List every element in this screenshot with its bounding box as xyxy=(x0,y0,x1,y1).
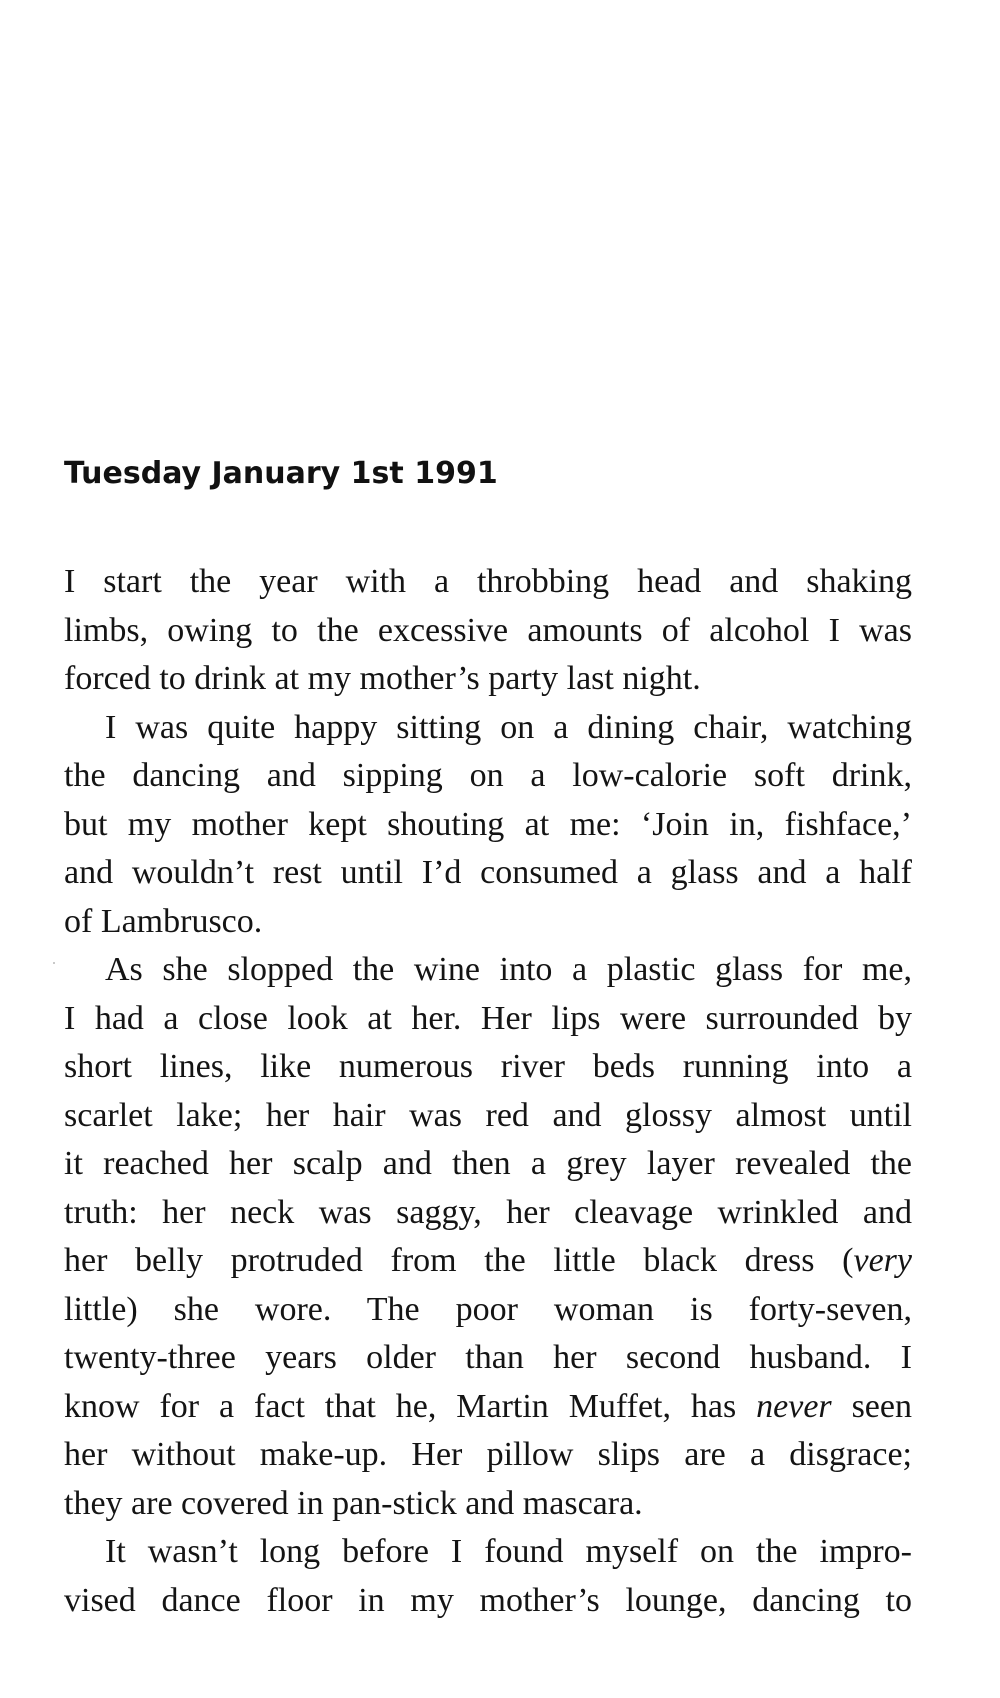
text-line-content: It wasn’t long before I found myself on the impro- xyxy=(105,1533,912,1570)
text-line-content: I was quite happy sitting on a dining chair, watching xyxy=(105,708,912,746)
emphasized-word: never xyxy=(756,1387,832,1425)
text-line xyxy=(64,995,912,1044)
text-line-content: the dancing and sipping on a low-calorie soft drink, xyxy=(64,757,912,794)
text-line xyxy=(64,752,912,801)
text-line-content: scarlet lake; her hair was red and glossy almost until xyxy=(64,1096,912,1134)
text-line xyxy=(64,558,912,607)
text-line xyxy=(64,1237,912,1286)
text-line-tail: seen xyxy=(831,1387,912,1425)
text-line xyxy=(64,1286,912,1335)
text-line-content: vised dance floor in my mother’s lounge, dancing to xyxy=(64,1581,912,1619)
text-line xyxy=(64,1334,912,1383)
text-line-content: they are covered in pan-stick and mascara. xyxy=(64,1484,643,1522)
text-line-content: limbs, owing to the excessive amounts of alcohol I was xyxy=(64,611,912,649)
text-line-content: but my mother kept shouting at me: ‘Join in, fishface,’ xyxy=(64,805,912,843)
text-line-content: As she slopped the wine into a plastic glass for me, xyxy=(105,951,912,988)
diary-entry-text xyxy=(64,558,912,1625)
text-line xyxy=(64,946,912,995)
text-line-content: her without make-up. Her pillow slips are a disgrace; xyxy=(64,1436,912,1473)
text-line xyxy=(64,1189,912,1238)
text-line xyxy=(64,849,912,898)
text-line xyxy=(64,801,912,850)
text-line-content: her belly protruded from the little black dress ( xyxy=(64,1242,854,1279)
text-line xyxy=(64,1528,912,1577)
text-line xyxy=(64,1383,912,1432)
text-line-content: know for a fact that he, Martin Muffet, has xyxy=(64,1387,757,1425)
text-line-content: forced to drink at my mother’s party last night. xyxy=(64,660,701,697)
text-line xyxy=(64,1577,912,1626)
emphasized-word: very xyxy=(853,1242,912,1279)
text-line-content: it reached her scalp and then a grey layer revealed the xyxy=(64,1145,912,1182)
text-line xyxy=(64,655,912,704)
text-line-content: short lines, like numerous river beds running into a xyxy=(64,1048,912,1085)
text-line-content: I start the year with a throbbing head and shaking xyxy=(64,563,912,600)
text-line xyxy=(64,1480,912,1529)
text-line-content: truth: her neck was saggy, her cleavage wrinkled and xyxy=(64,1193,912,1231)
text-line-content: I had a close look at her. Her lips were surrounded by xyxy=(64,999,912,1037)
text-line xyxy=(64,1043,912,1092)
diary-entry-date: Tuesday January 1st 1991 xyxy=(64,456,498,491)
text-line xyxy=(64,607,912,656)
text-line xyxy=(64,1431,912,1480)
text-line xyxy=(64,1140,912,1189)
text-line xyxy=(64,704,912,753)
text-line-content: of Lambrusco. xyxy=(64,902,263,940)
print-speck xyxy=(53,962,55,964)
text-line-content: little) she wore. The poor woman is forty-seven, xyxy=(64,1290,912,1328)
text-line xyxy=(64,898,912,947)
text-line-content: twenty-three years older than her second husband. I xyxy=(64,1339,912,1376)
text-line xyxy=(64,1092,912,1141)
text-line-content: and wouldn’t rest until I’d consumed a glass and a half xyxy=(64,854,912,891)
